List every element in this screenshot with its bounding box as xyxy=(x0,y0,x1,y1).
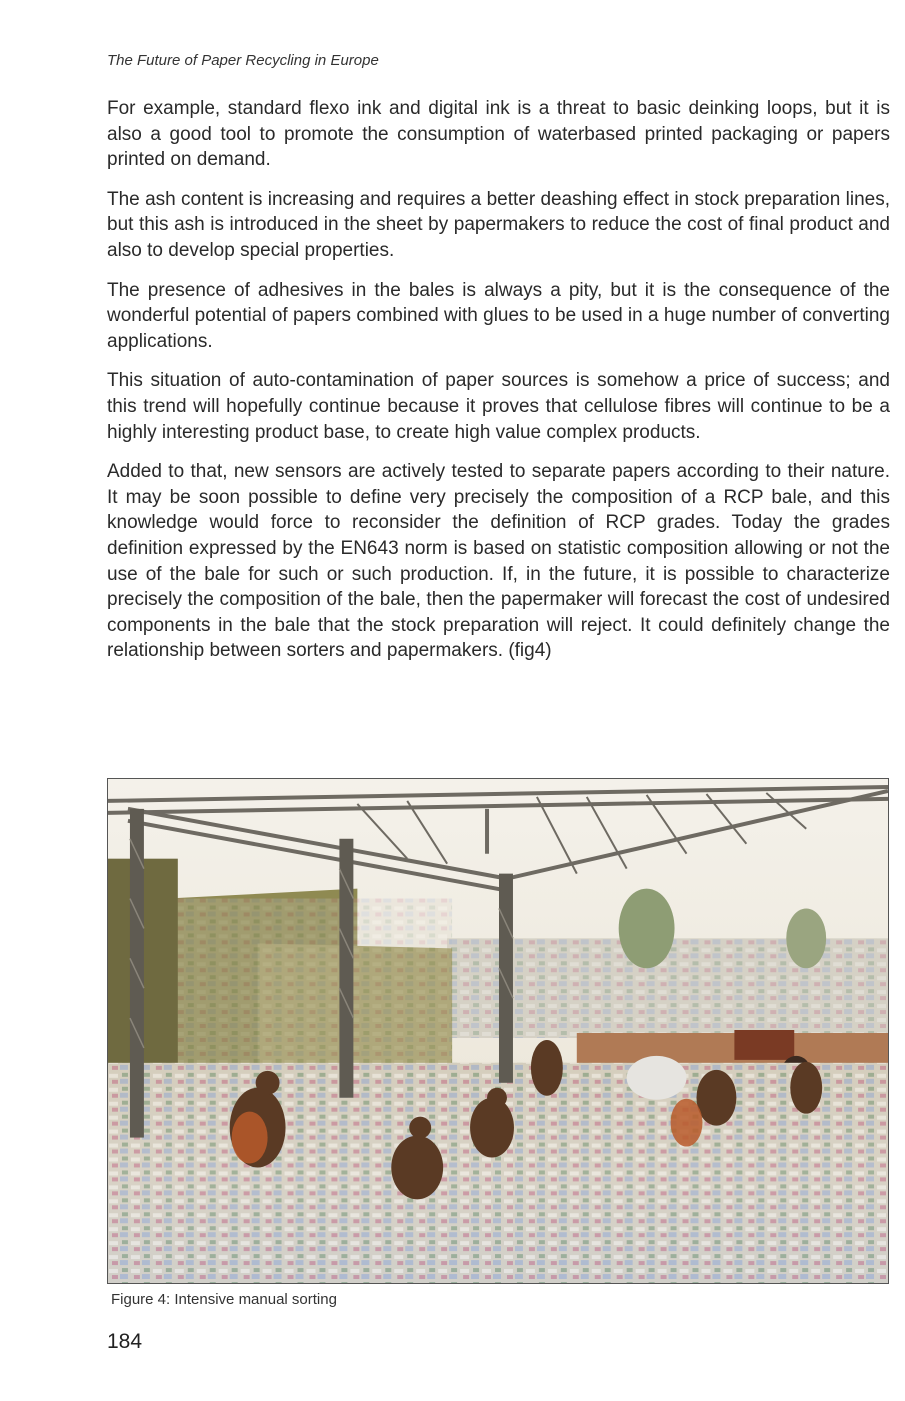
sorting-photo-illustration xyxy=(108,779,888,1283)
paragraph: This situation of auto-contamination of paper sources is somehow a price of success; and this trend will hopefully continue because it proves that cellulose fibres will continue to be a highly interesting product base, to create high value complex products. xyxy=(107,370,890,443)
body-text xyxy=(107,96,890,678)
paragraph: The presence of adhesives in the bales is always a pity, but it is the consequence of the wonderful potential of papers combined with glues to be used in a huge number of converting applications. xyxy=(107,279,890,352)
figure-caption: Figure 4: Intensive manual sorting xyxy=(111,1291,337,1308)
figure-photo xyxy=(107,778,889,1284)
paragraph: For example, standard flexo ink and digital ink is a threat to basic deinking loops, but it is also a good tool to promote the consumption of waterbased printed packaging or papers printed on demand. xyxy=(107,98,890,171)
paragraph: The ash content is increasing and requires a better deashing effect in stock preparation lines, but this ash is introduced in the sheet by papermakers to reduce the cost of final product and also to develop special properties. xyxy=(107,188,890,261)
paragraph: Added to that, new sensors are actively tested to separate papers according to their nature. It may be soon possible to define very precisely the composition of a RCP bale, and this knowledge would force to reconsider the definition of RCP grades. Today the grades definition expressed by the EN643 norm is based on statistic composition allowing or not the use of the bale for such or such production. If, in the future, it is possible to characterize precisely the composition of the bale, then the papermaker will forecast the cost of undesired components in the bale that the stock preparation will reject. It could definitely change the relationship between sorters and papermakers. (fig4) xyxy=(107,461,890,662)
page-number: 184 xyxy=(107,1330,143,1353)
running-header: The Future of Paper Recycling in Europe xyxy=(107,52,379,69)
